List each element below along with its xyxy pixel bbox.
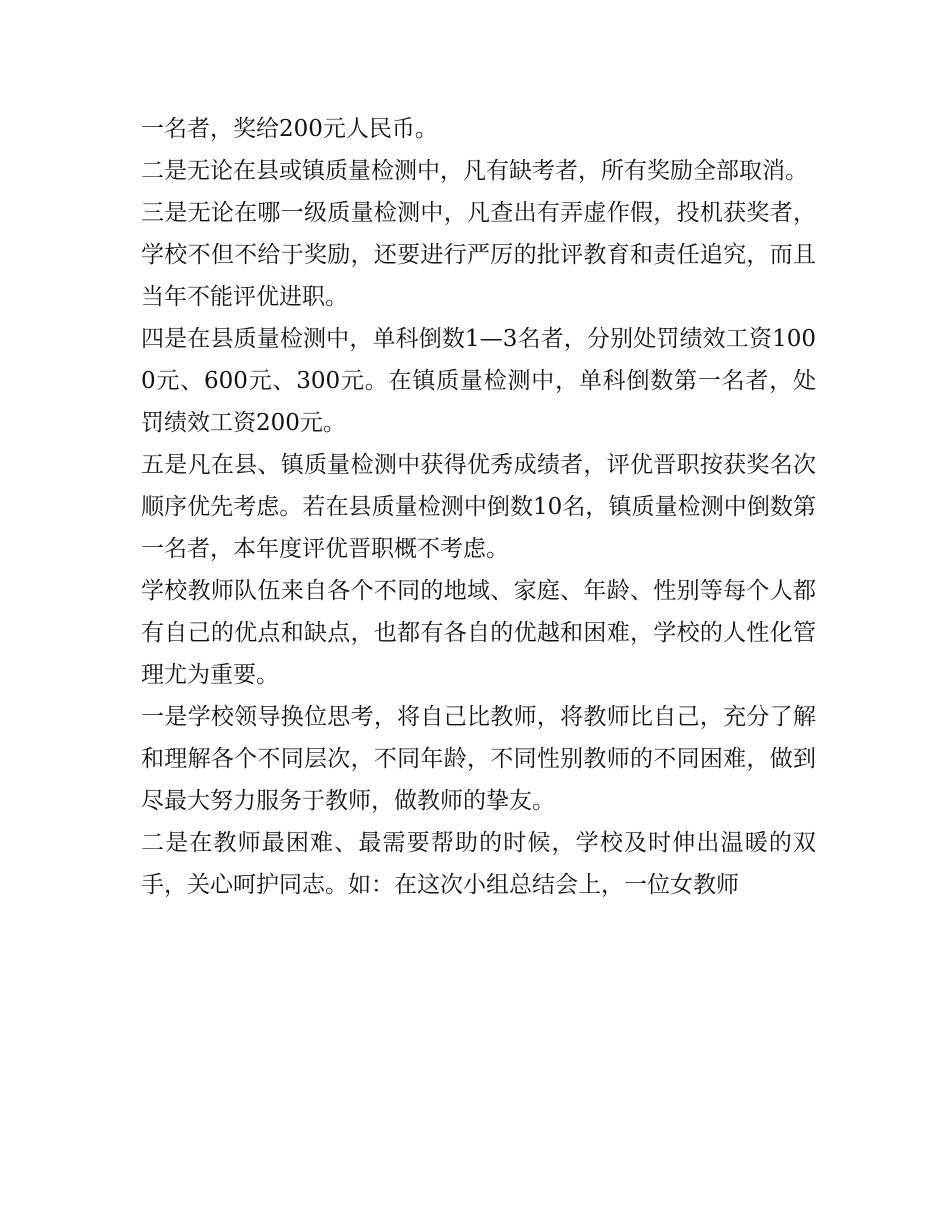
paragraph-2: 二是无论在县或镇质量检测中，凡有缺考者，所有奖励全部取消。 [141,158,808,184]
paragraph-8: 二是在教师最困难、最需要帮助的时候，学校及时伸出温暖的双手，关心呵护同志。如：在这次小组总结会上，一位女教师 [141,830,816,898]
paragraph-6: 学校教师队伍来自各个不同的地域、家庭、年龄、性别等每个人都有自己的优点和缺点，也都有各自的优越和困难，学校的人性化管理尤为重要。 [141,578,816,688]
document-body [141,108,816,906]
paragraph-7: 一是学校领导换位思考，将自己比教师，将教师比自己，充分了解和理解各个不同层次，不同年龄，不同性别教师的不同困难，做到尽最大努力服务于教师，做教师的挚友。 [141,704,816,814]
paragraph-3: 三是无论在哪一级质量检测中，凡查出有弄虚作假，投机获奖者，学校不但不给于奖励，还要进行严厉的批评教育和责任追究，而且当年不能评优进职。 [141,200,816,310]
paragraph-4: 四是在县质量检测中，单科倒数1—3名者，分别处罚绩效工资1000元、600元、300元。在镇质量检测中，单科倒数第一名者，处罚绩效工资200元。 [141,326,816,436]
paragraph-5: 五是凡在县、镇质量检测中获得优秀成绩者，评优晋职按获奖名次顺序优先考虑。若在县质量检测中倒数10名，镇质量检测中倒数第一名者，本年度评优晋职概不考虑。 [141,452,816,562]
paragraph-1: 一名者，奖给200元人民币。 [141,116,438,142]
